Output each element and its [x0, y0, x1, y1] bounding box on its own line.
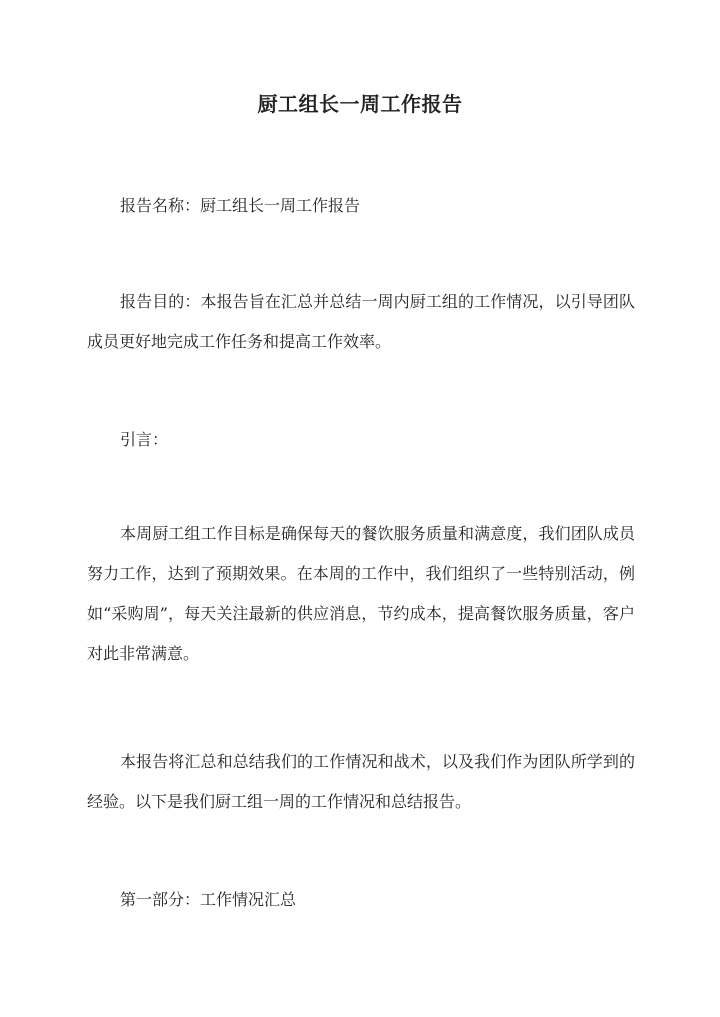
- section-heading-part-one: 第一部分：工作情况汇总: [120, 890, 297, 909]
- introduction-heading: 引言：: [120, 430, 169, 449]
- report-name-paragraph: 报告名称：厨工组长一周工作报告: [120, 196, 361, 215]
- report-purpose-paragraph: 报告目的：本报告旨在汇总并总结一周内厨工组的工作情况，以引导团队成员更好地完成工作任务和提高工作效率。: [87, 292, 635, 351]
- introduction-paragraph: 本周厨工组工作目标是确保每天的餐饮服务质量和满意度，我们团队成员努力工作，达到了预期效果。在本周的工作中，我们组织了一些特别活动，例如“采购周”，每天关注最新的供应消息，节约成本，提高餐饮服务质量，客户对此非常满意。: [87, 524, 635, 663]
- summary-paragraph: 本报告将汇总和总结我们的工作情况和战术，以及我们作为团队所学到的经验。以下是我们厨工组一周的工作情况和总结报告。: [87, 752, 635, 811]
- document-title: 厨工组长一周工作报告: [257, 92, 463, 116]
